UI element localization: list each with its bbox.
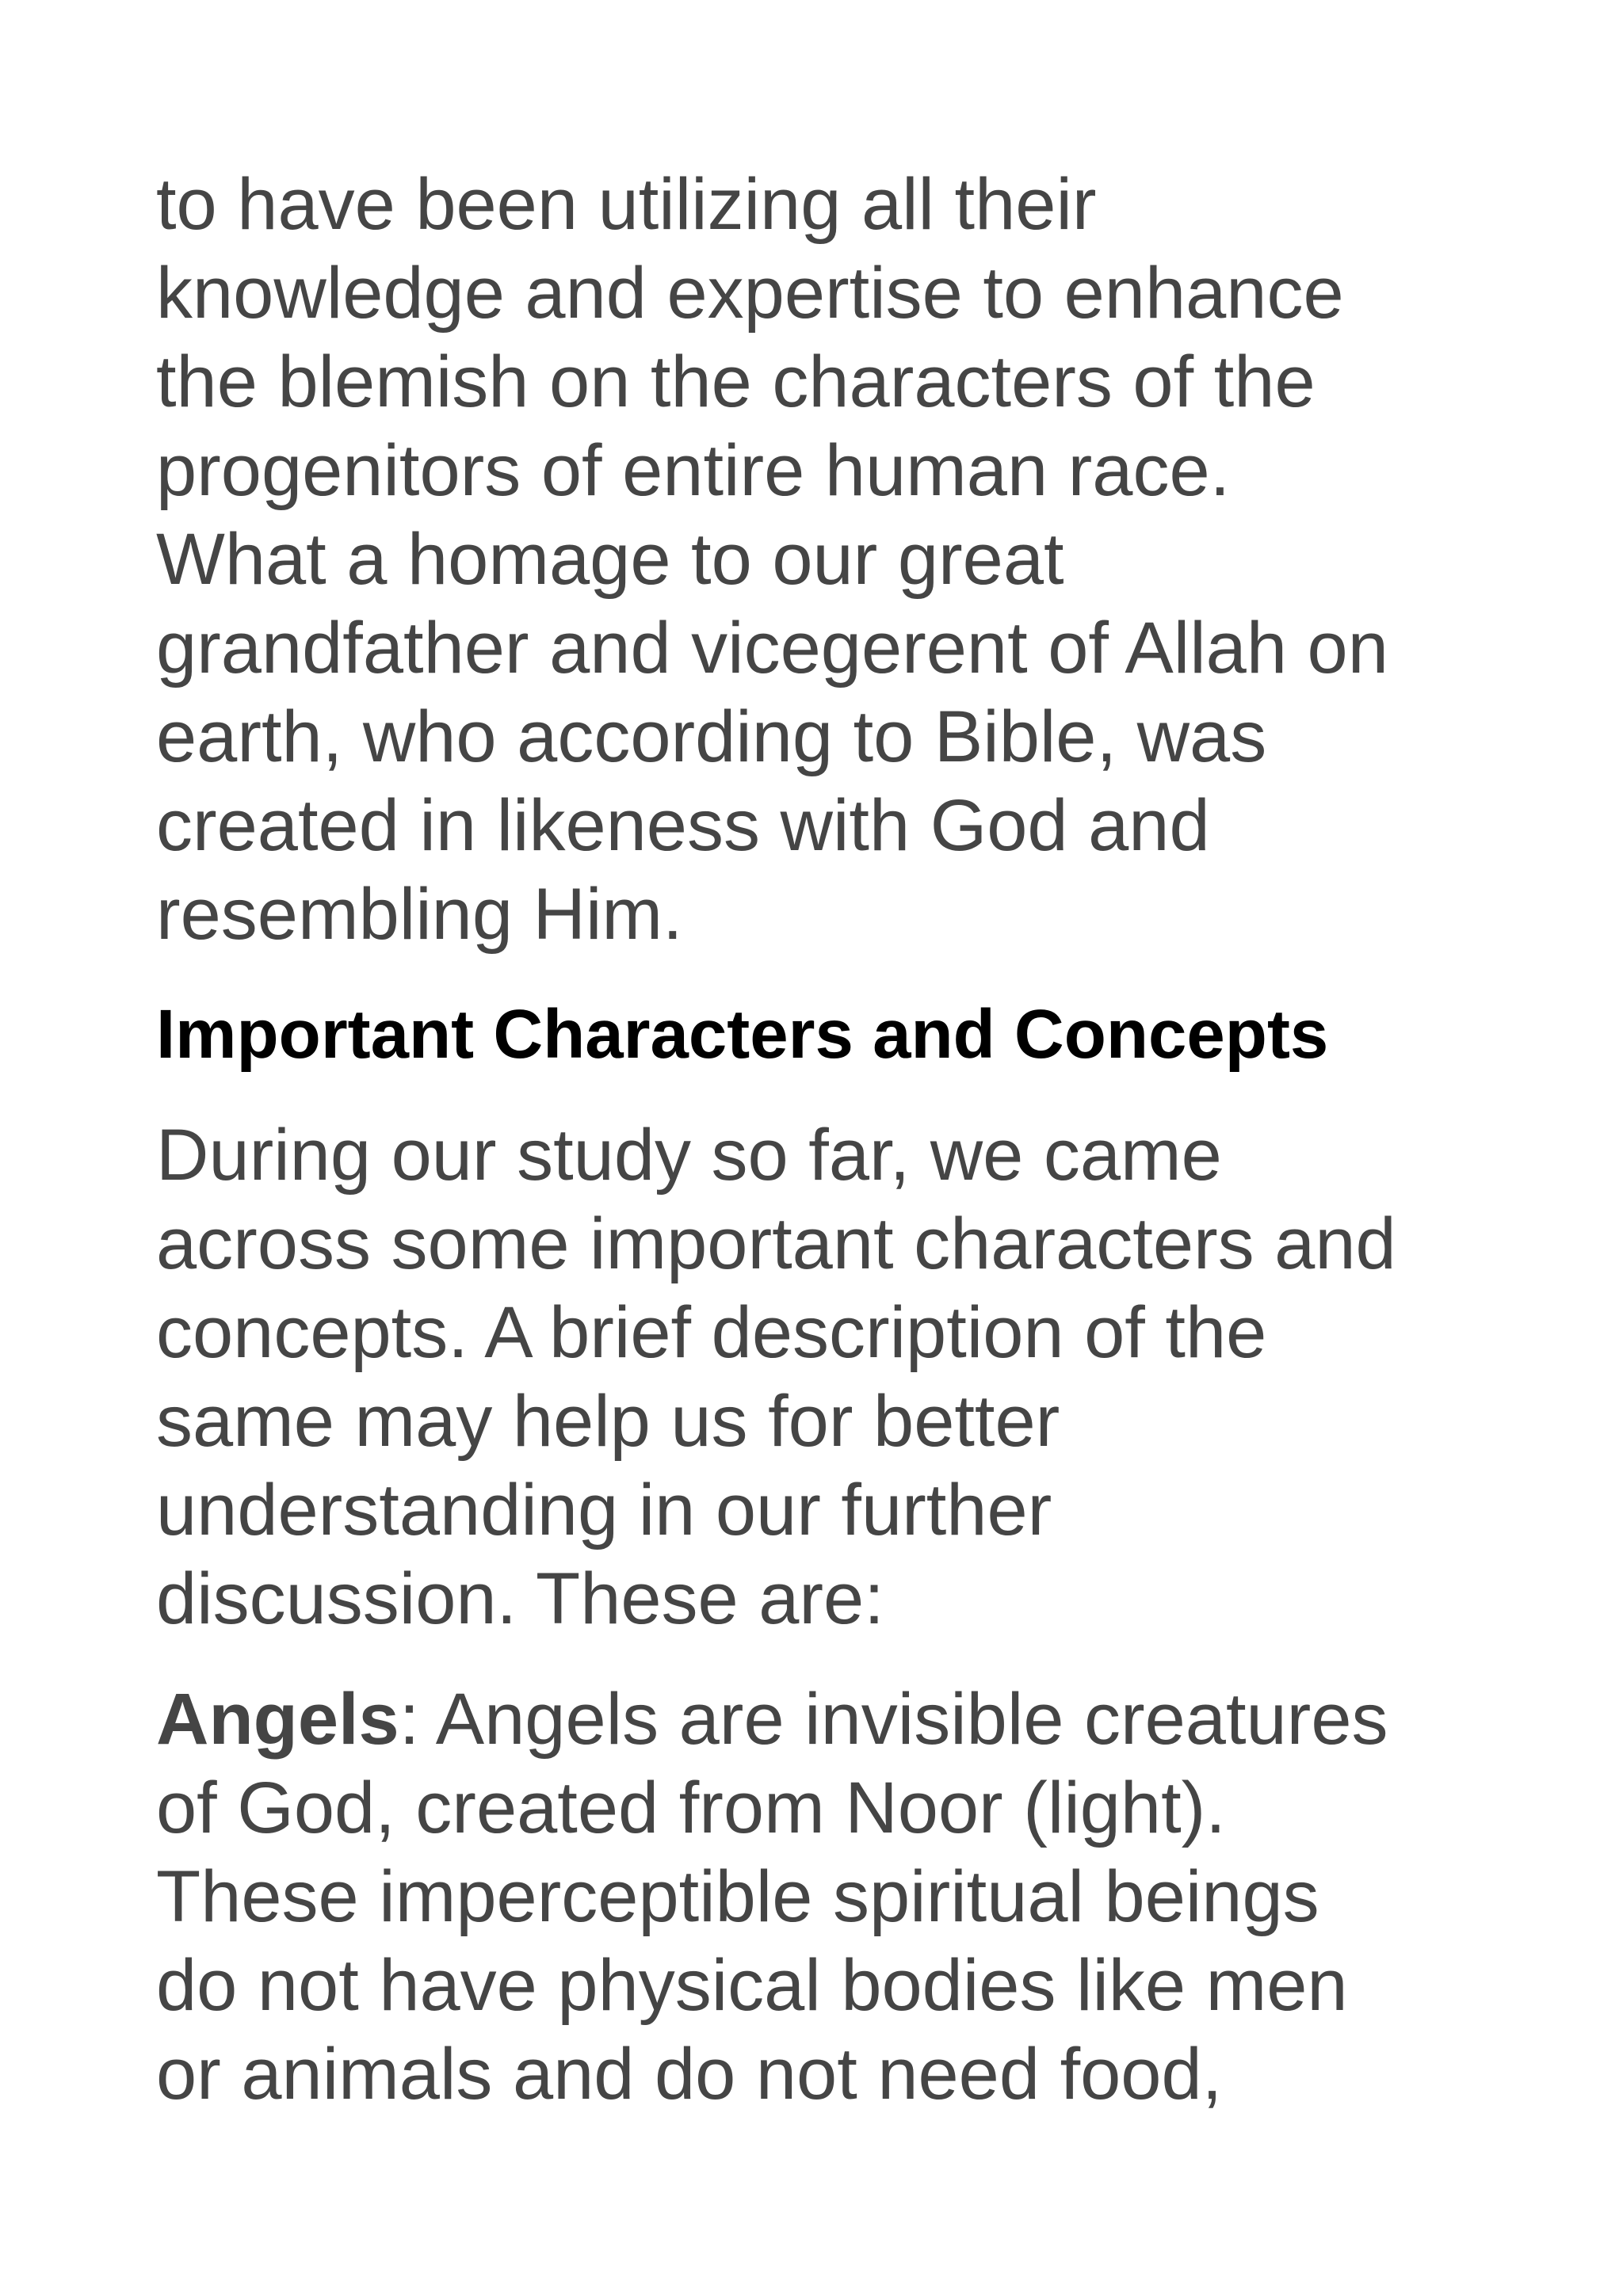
text-line: concepts. A brief description of the [156,1292,1267,1373]
paragraph-study [156,1111,1519,1643]
text-line: During our study so far, we came [156,1115,1222,1196]
text-line: progenitors of entire human race. [156,430,1231,511]
text-line: earth, who according to Bible, was [156,696,1267,777]
text-line [156,1675,1519,1764]
text-line: grandfather and vicegerent of Allah on [156,608,1388,688]
text-line: to have been utilizing all their [156,164,1097,245]
text-line: created in likeness with God and [156,785,1210,866]
text-line: These imperceptible spiritual beings [156,1856,1319,1937]
section-heading-wrap [156,990,1519,1079]
paragraph-intro [156,160,1519,959]
term-definition-start: : Angels are invisible creatures [399,1679,1388,1760]
term-angels: Angels [156,1679,399,1760]
section-heading: Important Characters and Concepts [156,996,1329,1073]
text-line: same may help us for better [156,1381,1060,1462]
document-page [156,160,1519,2119]
text-line: of God, created from Noor (light). [156,1768,1226,1848]
text-line: discussion. These are: [156,1558,884,1639]
text-line: knowledge and expertise to enhance [156,253,1344,334]
text-line: do not have physical bodies like men [156,1945,1348,2026]
text-line: What a homage to our great [156,519,1064,600]
text-line: the blemish on the characters of the [156,341,1316,422]
text-line: across some important characters and [156,1203,1396,1284]
paragraph-angels [156,1675,1519,2119]
text-line: resembling Him. [156,874,683,955]
text-line: understanding in our further [156,1470,1052,1550]
text-line: or animals and do not need food, [156,2034,1223,2115]
